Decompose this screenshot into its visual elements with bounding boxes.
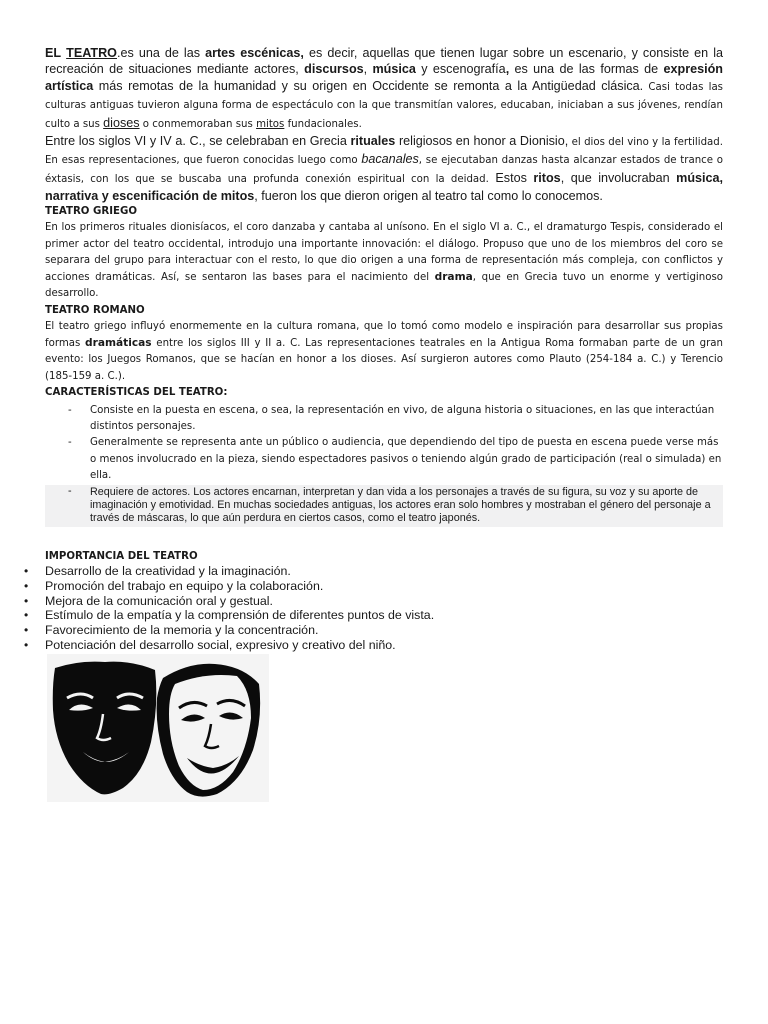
- comedy-mask: [157, 664, 261, 797]
- document-body: [24, 45, 724, 653]
- teatro-griego-paragraph: En los primeros rituales dionisíacos, el coro danzaba y cantaba al unísono. En el siglo VI a. C., el dramaturgo Tespis, considerado el primer actor del teatro occidental, introdujo una importante innovación: el diálogo. Propuso que uno de los miembros del coro se separara del grupo para interactuar con el resto, lo que dio origen a una forma de representación más compleja, con conflictos y acciones dramáticas. Así, se sentaron las bases para el nacimiento del drama, que en Grecia tuvo un enorme y vertiginoso desarrollo.: [45, 222, 723, 300]
- teatro-romano-heading: TEATRO ROMANO: [45, 304, 145, 316]
- list-item: • Promoción del trabajo en equipo y la colaboración.: [24, 578, 324, 593]
- intro-paragraph: EL TEATRO.es una de las artes escénicas, es decir, aquellas que tienen lugar sobre un escenario, y consiste en la recreación de situaciones mediante actores, discursos, música y escenografía, es una de las formas de expresión artística más remotas de la humanidad y su origen en Occidente se remonta a la Antigüedad clásica. Casi todas las culturas antiguas tuvieron alguna forma de espectáculo con la que transmitían valores, educaban, iniciaban a sus jóvenes, rendían culto a sus dioses o conmemoraban sus mitos fundacionales.: [45, 46, 724, 130]
- tragedy-mask: [53, 662, 157, 795]
- theater-masks-image: [47, 654, 269, 802]
- caracteristicas-list: [45, 403, 723, 527]
- importancia-heading: IMPORTANCIA DEL TEATRO: [45, 550, 198, 562]
- list-item: • Favorecimiento de la memoria y la concentración.: [24, 623, 319, 638]
- list-item: • Desarrollo de la creatividad y la imaginación.: [24, 563, 291, 578]
- list-item: • Potenciación del desarrollo social, expresivo y creativo del niño.: [24, 637, 396, 652]
- teatro-romano-paragraph: El teatro griego influyó enormemente en la cultura romana, que lo tomó como modelo e inspiración para desarrollar sus propias formas dramáticas entre los siglos III y II a. C. Las representaciones teatrales en la Antigua Roma formaban parte de un gran evento: los Juegos Romanos, que se hacían en honor a los dioses. Así surgieron autores como Plauto (254-184 a. C.) y Terencio (185-159 a. C.).: [45, 320, 723, 382]
- list-item: • Mejora de la comunicación oral y gestual.: [24, 593, 273, 608]
- text-teatro: TEATRO: [66, 46, 117, 60]
- importancia-list: [21, 564, 723, 653]
- list-item: - Consiste en la puesta en escena, o sea, la representación en vivo, de alguna historia o situaciones, en las que interactúan distintos personajes.: [68, 404, 715, 433]
- list-item: • Estímulo de la empatía y la comprensión de diferentes puntos de vista.: [24, 608, 435, 623]
- caracteristicas-heading: CARACTERÍSTICAS DEL TEATRO:: [45, 386, 228, 398]
- list-item: - Generalmente se representa ante un público o audiencia, que dependiendo del tipo de puesta en escena puede verse más o menos involucrado en la pieza, siendo espectadores pasivos o teniendo algún grado de participación (real o simulada) en ella.: [68, 437, 722, 481]
- text-el: EL: [45, 46, 62, 60]
- grecia-paragraph: Entre los siglos VI y IV a. C., se celebraban en Grecia rituales religiosos en honor a Dionisio, el dios del vino y la fertilidad. En esas representaciones, que fueron conocidas luego como bacanales, se ejecutaban danzas hasta alcanzar estados de trance o éxtasis, con los que se buscaba una profunda conexión espiritual con la deidad. Estos ritos, que involucraban música, narrativa y escenificación de mitos, fueron los que dieron origen al teatro tal como lo conocemos.: [45, 134, 724, 203]
- theater-masks-icon: [47, 654, 269, 802]
- teatro-griego-heading: TEATRO GRIEGO: [45, 206, 137, 218]
- list-item: - Requiere de actores. Los actores encarnan, interpretan y dan vida a los personajes a través de su figura, su voz y su aporte de imaginación y emotividad. En muchas sociedades antiguas, los actores eran solo hombres y mostraban el género del personaje a través de máscaras, lo que aún perdura en ciertos casos, como el teatro japonés.: [45, 485, 723, 527]
